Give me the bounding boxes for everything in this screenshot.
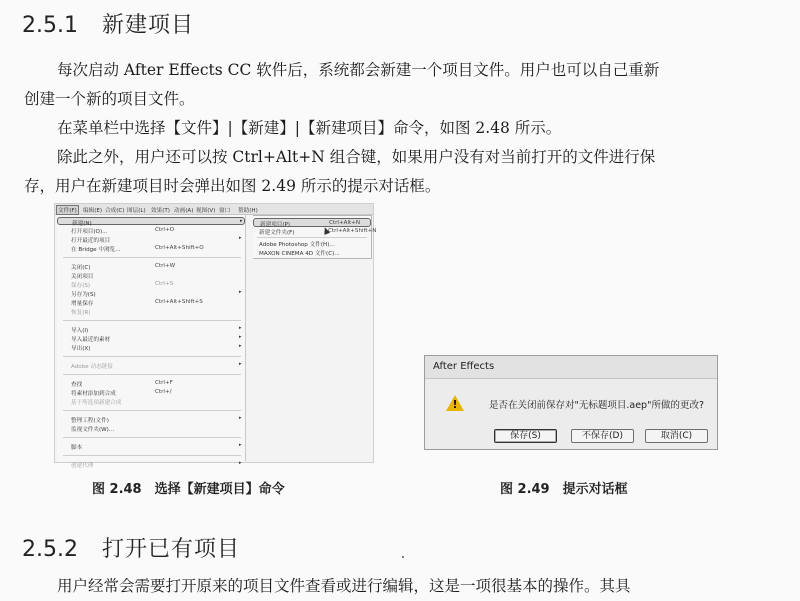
submenu-arrow-icon: ▸ — [239, 325, 242, 331]
menubar-item[interactable]: 图层(L) — [127, 208, 146, 214]
menu-divider — [63, 410, 241, 411]
section-title: 新建项目 — [102, 13, 195, 38]
menu-bar — [55, 204, 373, 215]
menu-item-label: 新建文件夹(F) — [259, 230, 295, 236]
menubar-item[interactable]: 编辑(E) — [83, 208, 103, 214]
file-menu-item — [57, 361, 245, 369]
file-menu-item[interactable] — [57, 379, 245, 387]
menu-item-shortcut: Ctrl+O — [155, 227, 175, 233]
menubar-item[interactable]: 效果(T) — [151, 208, 170, 214]
new-submenu-item[interactable] — [253, 239, 371, 248]
submenu-arrow-icon: ▸ — [239, 235, 242, 241]
menu-item-shortcut: Ctrl+Alt+Shift+N — [328, 228, 377, 234]
file-menu-item[interactable] — [57, 289, 245, 297]
file-menu-item — [57, 397, 245, 405]
menu-item-label: 脚本 — [71, 445, 83, 451]
menu-item-label: 新建(N) — [72, 221, 92, 227]
menu-item-label: MAXON CINEMA 4D 文件(C)... — [259, 251, 340, 257]
menu-item-label: 关闭项目 — [71, 274, 94, 280]
paragraph-3-line-1: 除此之外，用户还可以按 Ctrl+Alt+N 组合键，如果用户没有对当前打开的文件进行保 — [57, 148, 656, 166]
menubar-item[interactable]: 窗口 — [219, 208, 231, 214]
menu-item-label: 关闭(C) — [71, 265, 91, 271]
menu-item-label: 另存为(S) — [71, 292, 96, 298]
section-title: 打开已有项目 — [102, 537, 241, 562]
menu-divider — [63, 320, 241, 321]
file-menu-item[interactable] — [57, 298, 245, 306]
menu-divider — [63, 455, 241, 456]
file-menu-item[interactable] — [57, 325, 245, 333]
submenu-arrow-icon: ▸ — [240, 218, 243, 224]
file-menu-item[interactable] — [57, 334, 245, 342]
file-menu-item[interactable] — [57, 262, 245, 270]
menu-item-label: Adobe Photoshop 文件(H)... — [259, 242, 335, 248]
new-submenu-item[interactable] — [253, 218, 371, 227]
menu-divider — [257, 237, 367, 238]
file-menu-item[interactable] — [57, 217, 245, 225]
menu-item-label: 在 Bridge 中浏览... — [71, 247, 121, 253]
menu-item-label: 导出(X) — [71, 346, 91, 352]
menu-item-shortcut: Ctrl+Alt+N — [329, 220, 361, 226]
menu-item-shortcut: Ctrl+S — [155, 281, 174, 287]
figure-caption-2-48: 图 2.48 选择【新建项目】命令 — [92, 482, 285, 497]
menu-item-label: 打开项目(O)... — [71, 229, 108, 235]
menu-divider — [63, 257, 241, 258]
menubar-item[interactable]: 帮助(H) — [238, 208, 258, 214]
file-menu-item[interactable] — [57, 442, 245, 450]
menu-item-label: 查找 — [71, 382, 83, 388]
file-menu-item[interactable] — [57, 226, 245, 234]
menu-item-label: 导入(I) — [71, 328, 89, 334]
menu-divider — [63, 356, 241, 357]
paragraph-1-line-2: 创建一个新的项目文件。 — [24, 90, 195, 108]
file-menu-item[interactable] — [57, 388, 245, 396]
paragraph-1-line-1: 每次启动 After Effects CC 软件后，系统都会新建一个项目文件。用户也可以自己重新 — [57, 61, 660, 79]
dont-save-button[interactable]: 不保存(D) — [571, 429, 634, 443]
submenu-arrow-icon: ▸ — [239, 289, 242, 295]
section-number: 2.5.1 — [22, 13, 78, 38]
menu-item-label: 导入最近的素材 — [71, 337, 111, 343]
figure-2-49-save-dialog — [424, 355, 718, 450]
save-button[interactable]: 保存(S) — [494, 429, 557, 443]
submenu-arrow-icon: ▸ — [239, 361, 242, 367]
menubar-item[interactable]: 动画(A) — [174, 208, 194, 214]
menu-item-label: 恢复(R) — [71, 310, 91, 316]
menu-item-label: 增量保存 — [71, 301, 94, 307]
file-menu-item[interactable] — [57, 415, 245, 423]
menu-item-shortcut: Ctrl+/ — [155, 389, 172, 395]
file-menu — [57, 215, 246, 469]
file-menu-item[interactable] — [57, 271, 245, 279]
menu-item-shortcut: Ctrl+F — [155, 380, 173, 386]
dialog-title-bar — [425, 356, 717, 379]
figure-2-48-menu-screenshot — [54, 203, 377, 469]
menu-divider — [63, 374, 241, 375]
paragraph-section2: 用户经常会需要打开原来的项目文件查看或进行编辑，这是一项很基本的操作。其具 — [57, 577, 631, 595]
submenu-arrow-icon: ▸ — [239, 460, 242, 466]
submenu-arrow-icon: ▸ — [239, 415, 242, 421]
menu-item-label: 打开最近的项目 — [71, 238, 111, 244]
file-menu-item[interactable] — [57, 244, 245, 252]
paragraph-2: 在菜单栏中选择【文件】|【新建】|【新建项目】命令，如图 2.48 所示。 — [57, 119, 562, 137]
menu-item-label: Adobe 动态链接 — [71, 364, 113, 370]
paragraph-3-line-2: 存，用户在新建项目时会弹出如图 2.49 所示的提示对话框。 — [24, 177, 441, 195]
menu-item-shortcut: Ctrl+W — [155, 263, 176, 269]
warning-icon-mark: ! — [452, 398, 458, 411]
dialog-title: After Effects — [433, 361, 495, 372]
menu-item-label: 监视文件夹(W)... — [71, 427, 115, 433]
figure-caption-2-49: 图 2.49 提示对话框 — [500, 482, 628, 497]
section-heading-2-5-2 — [22, 532, 240, 563]
dialog-message: 是否在关闭前保存对"无标题项目.aep"所做的更改? — [489, 400, 704, 411]
file-menu-item — [57, 280, 245, 288]
file-menu-item[interactable] — [57, 424, 245, 432]
file-menu-item[interactable] — [57, 235, 245, 243]
file-menu-item — [57, 307, 245, 315]
new-submenu — [253, 215, 377, 259]
menu-item-label: 基于所选项新建合成 — [71, 400, 122, 406]
menubar-item[interactable]: 合成(C) — [105, 208, 125, 214]
menu-item-label: 创建代理 — [71, 463, 94, 469]
file-menu-item — [57, 460, 245, 468]
submenu-arrow-icon: ▸ — [239, 334, 242, 340]
menu-divider — [63, 437, 241, 438]
submenu-arrow-icon: ▸ — [239, 343, 242, 349]
new-submenu-item[interactable] — [253, 248, 371, 257]
menubar-item[interactable]: 视图(V) — [196, 208, 216, 214]
menu-item-label: 整理工程(文件) — [71, 418, 109, 424]
page-mark — [402, 556, 404, 558]
submenu-arrow-icon: ▸ — [239, 442, 242, 448]
menu-item-shortcut: Ctrl+Alt+Shift+S — [155, 299, 203, 305]
menubar-item[interactable]: 文件(F) — [58, 208, 77, 214]
menu-item-label: 保存(S) — [71, 283, 91, 289]
file-menu-item[interactable] — [57, 343, 245, 351]
cancel-button[interactable]: 取消(C) — [645, 429, 708, 443]
menu-item-label: 新建项目(P) — [260, 222, 291, 228]
menu-item-shortcut: Ctrl+Alt+Shift+O — [155, 245, 204, 251]
menu-item-label: 将素材添加到合成 — [71, 391, 116, 397]
section-heading-2-5-1 — [22, 8, 194, 39]
section-number: 2.5.2 — [22, 537, 78, 562]
new-submenu-item[interactable] — [253, 227, 377, 236]
